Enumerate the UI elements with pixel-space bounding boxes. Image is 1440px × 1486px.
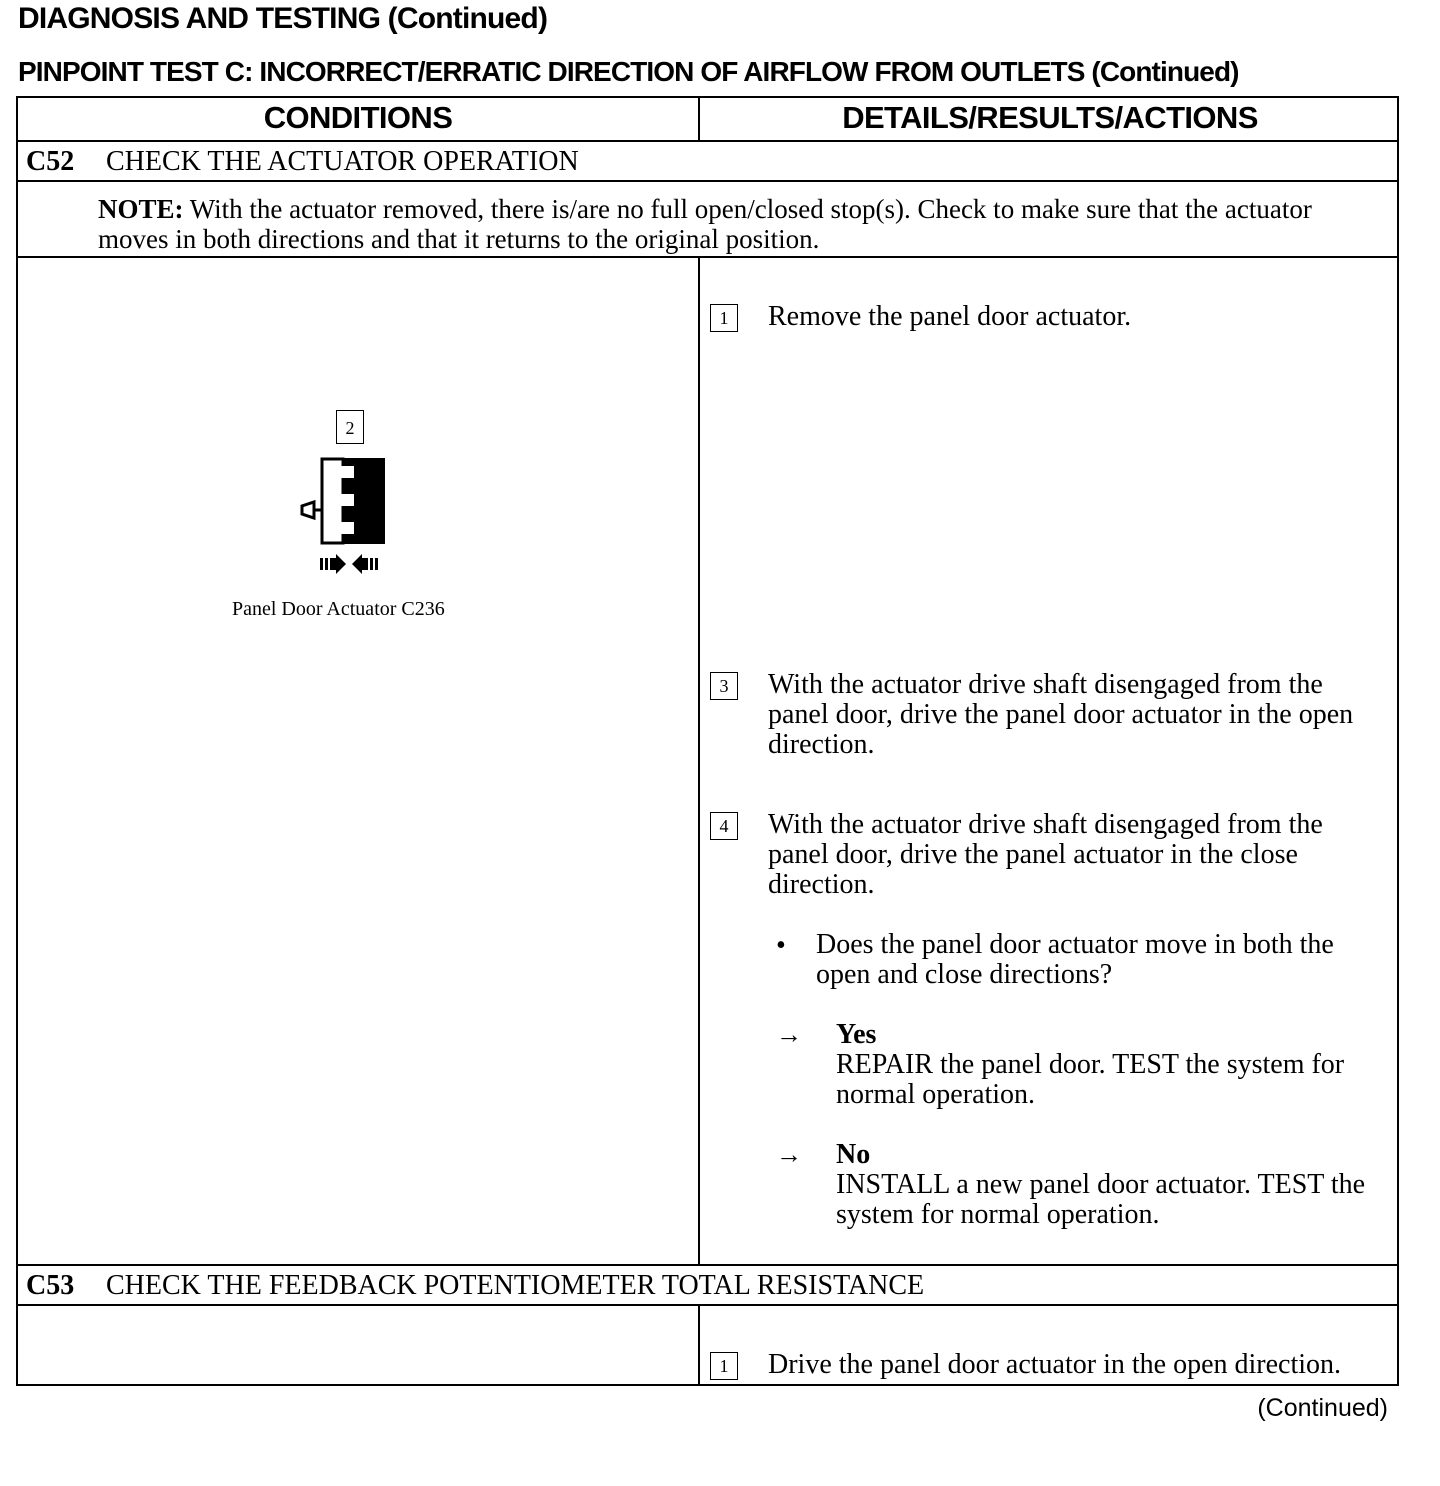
result-label: No	[836, 1139, 871, 1170]
step-number-box: 1	[710, 304, 738, 332]
result-text: INSTALL a new panel door actuator. TEST the system for normal operation.	[836, 1169, 1366, 1230]
row-divider	[18, 1304, 1397, 1306]
step-number-box: 4	[710, 812, 738, 840]
result-yes	[836, 1020, 1391, 1110]
arrow-right-icon: →	[776, 1140, 802, 1169]
step-code: C52	[26, 146, 75, 177]
note	[98, 194, 1378, 254]
column-divider	[698, 256, 700, 1264]
test-table	[16, 96, 1399, 1386]
note-label: NOTE:	[98, 194, 184, 224]
step-c52-heading	[26, 146, 579, 178]
action-text: With the actuator drive shaft disengaged from the panel door, drive the panel door actuator in the open direction.	[768, 669, 1354, 760]
step-title: CHECK THE FEEDBACK POTENTIOMETER TOTAL RESISTANCE	[106, 1270, 925, 1301]
direction-arrows-icon	[320, 554, 378, 574]
header-details: DETAILS/RESULTS/ACTIONS	[842, 100, 1258, 135]
row-divider	[18, 256, 1397, 258]
column-divider	[698, 1304, 700, 1386]
arrow-right-icon: →	[776, 1020, 802, 1049]
row-divider	[18, 140, 1397, 142]
step-number-box: 1	[710, 1352, 738, 1380]
result-no	[836, 1140, 1391, 1230]
actuator-icon	[296, 456, 396, 574]
section-title: DIAGNOSIS AND TESTING (Continued)	[18, 2, 548, 35]
action-text: Drive the panel door actuator in the open direction.	[768, 1349, 1342, 1380]
step-code: C53	[26, 1270, 75, 1301]
continued-footer: (Continued)	[1257, 1394, 1388, 1422]
figure-caption: Panel Door Actuator C236	[232, 598, 445, 620]
row-divider	[18, 1264, 1397, 1266]
figure-step-number: 2	[336, 410, 364, 444]
bullet-icon: •	[776, 930, 786, 961]
action-text: Remove the panel door actuator.	[768, 301, 1132, 332]
header-conditions: CONDITIONS	[263, 100, 453, 135]
question-text: Does the panel door actuator move in both the open and close directions?	[816, 929, 1334, 990]
result-label: Yes	[836, 1019, 877, 1050]
step-title: CHECK THE ACTUATOR OPERATION	[106, 146, 579, 177]
note-text: With the actuator removed, there is/are no full open/closed stop(s). Check to make sure that the actuator moves in both directions and that it returns to the original position.	[98, 194, 1312, 254]
step-c53-heading	[26, 1270, 924, 1302]
action-text: With the actuator drive shaft disengaged from the panel door, drive the panel actuator in the close direction.	[768, 809, 1323, 900]
step-number-box: 3	[710, 672, 738, 700]
row-divider	[18, 180, 1397, 182]
pinpoint-test-title: PINPOINT TEST C: INCORRECT/ERRATIC DIRECTION OF AIRFLOW FROM OUTLETS (Continued)	[18, 56, 1239, 87]
header-divider	[698, 98, 700, 140]
result-text: REPAIR the panel door. TEST the system for normal operation.	[836, 1049, 1345, 1110]
